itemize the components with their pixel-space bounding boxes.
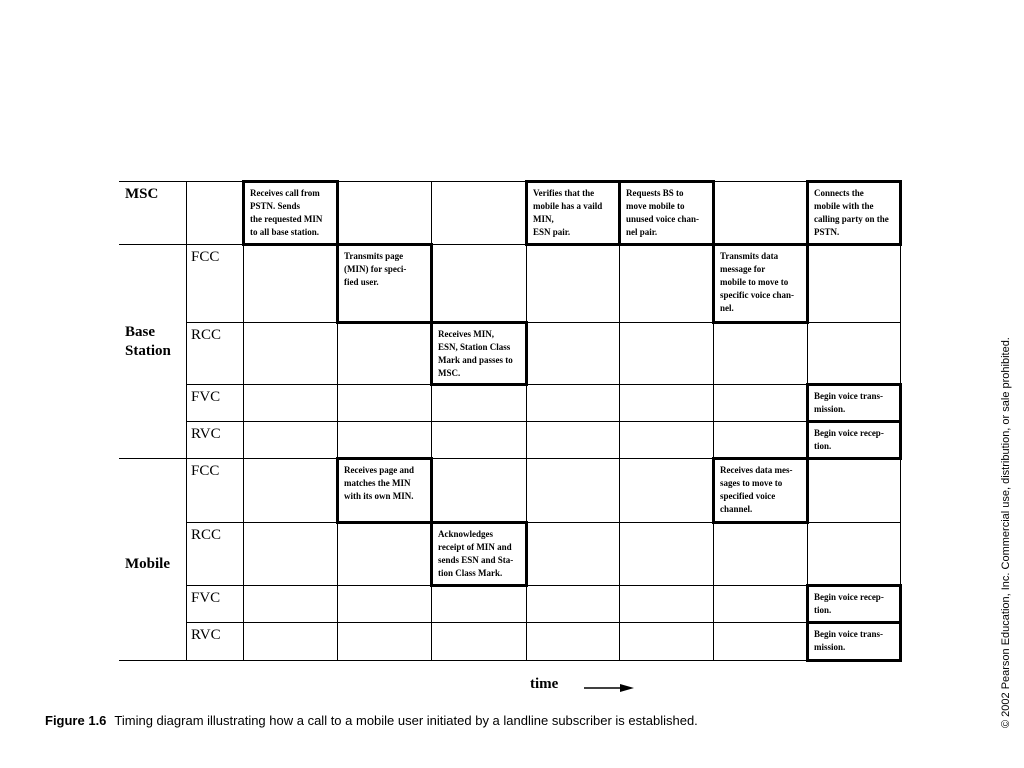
grid-col-line [619,181,620,661]
event-box: Receives page and matches the MIN with its own MIN. [336,457,433,524]
event-box: Receives call from PSTN. Sends the requested MIN to all base station. [242,180,339,246]
grid-col-line [526,181,527,661]
channel-label-m-fvc: FVC [191,590,221,606]
event-box: Verifies that the mobile has a vaild MIN, ESN pair. [525,180,621,246]
channel-label-m-rcc: RCC [191,527,222,543]
channel-label-m-fcc: FCC [191,463,220,479]
figure-caption [45,713,698,728]
channel-label-m-rvc: RVC [191,627,221,643]
channel-label-bs-rvc: RVC [191,426,221,442]
grid-col-line [186,181,187,661]
event-box: Begin voice trans- mission. [806,383,902,423]
event-box: Begin voice trans- mission. [806,621,902,662]
grid-row-line [186,421,901,422]
group-label-msc: MSC [125,186,159,202]
event-box: Begin voice recep- tion. [806,584,902,624]
group-label-mobile: Mobile [125,556,170,572]
event-box: Receives data mes- sages to move to specified voice channel. [712,457,809,524]
event-box: Begin voice recep- tion. [806,420,902,460]
group-label-base: Base Station [125,324,171,359]
grid-row-line [186,622,901,623]
channel-label-bs-fvc: FVC [191,389,221,405]
event-box: Acknowledges receipt of MIN and sends ESN and Sta- tion Class Mark. [430,521,528,587]
time-arrow-icon [584,683,634,693]
event-box: Requests BS to move mobile to unused voice chan- nel pair. [618,180,715,246]
grid-row-line [119,181,901,182]
time-axis-label: time [530,676,559,692]
channel-label-bs-fcc: FCC [191,249,220,265]
event-box: Receives MIN, ESN, Station Class Mark and passes to MSC. [430,321,528,386]
figure-number: Figure 1.6 [45,713,107,728]
event-box: Connects the mobile with the calling party on the PSTN. [806,180,902,246]
grid-row-line [186,585,901,586]
grid-col-line [243,181,244,661]
event-box: Transmits page (MIN) for speci- fied user. [336,243,433,324]
caption-text: Timing diagram illustrating how a call to a mobile user initiated by a landline subscriber is established. [114,713,698,728]
grid-row-line [119,660,901,661]
channel-label-bs-rcc: RCC [191,327,222,343]
copyright-notice: © 2002 Pearson Education, Inc. Commercial use, distribution, or sale prohibited. [1000,337,1012,728]
event-box: Transmits data message for mobile to move to specific voice chan- nel. [712,243,809,324]
grid-row-line [186,384,901,385]
